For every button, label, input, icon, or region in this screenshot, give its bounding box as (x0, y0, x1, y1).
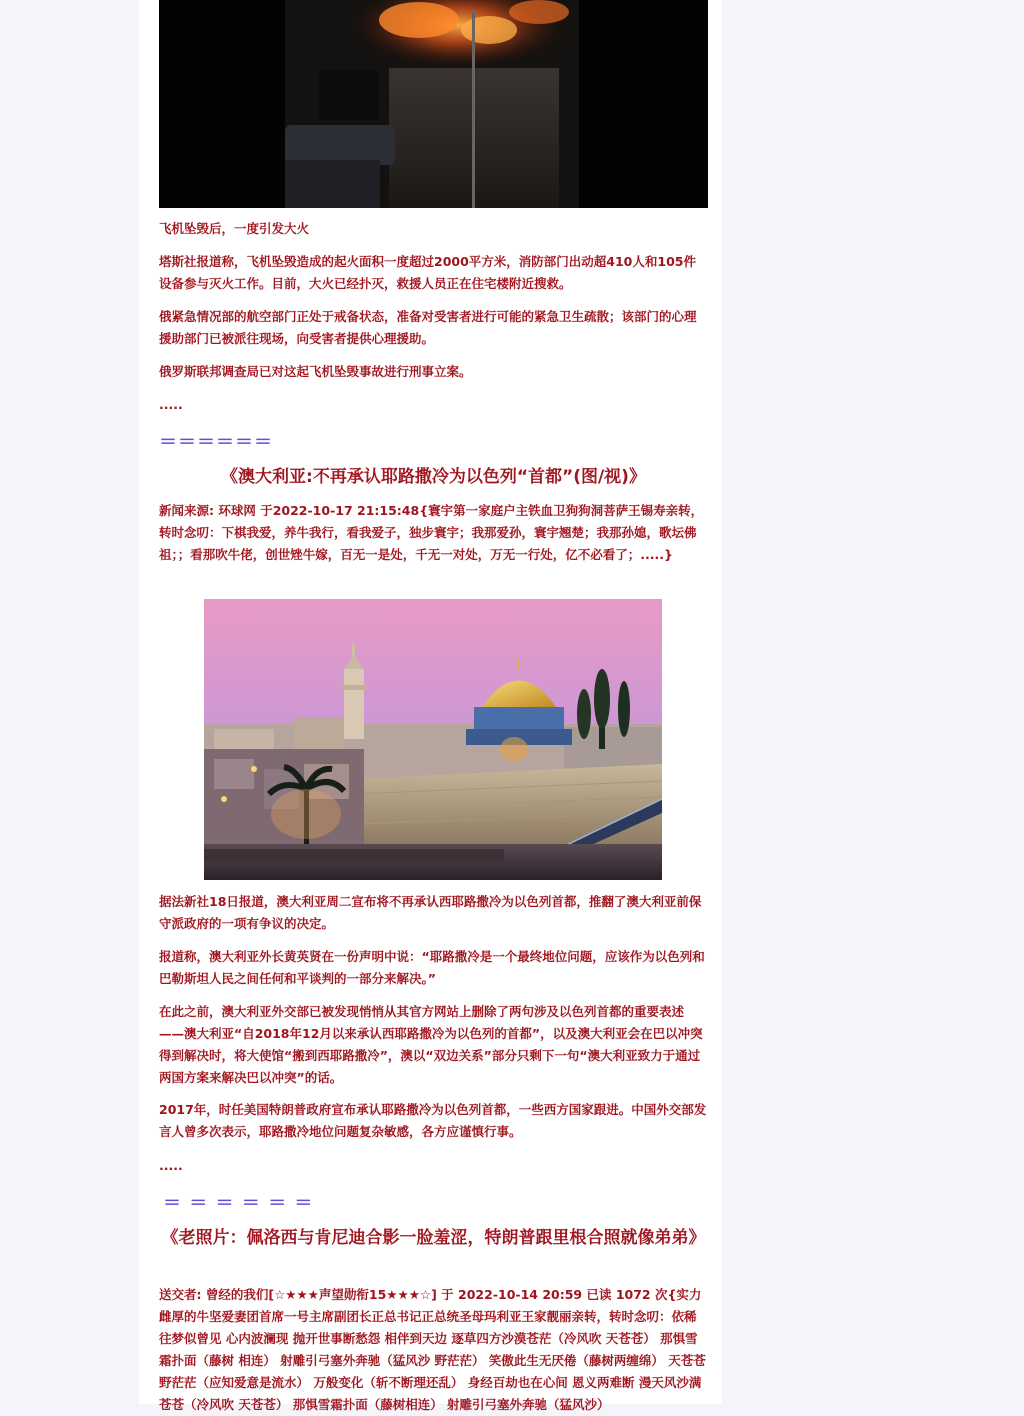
jerusalem-scene-graphic (204, 599, 662, 880)
article-source-line: 送交者: 曾经的我们[☆★★★声望勋衔15★★★☆] 于 2022-10-14 20:59 已读 1072 次{实力雌厚的牛坚爱妻团首席一号主席副团长正总书记正总统圣母玛利亚王家靓丽亲转，转时念叨：依稀往梦似曾见 心内波澜现 抛开世事断愁怨 相伴到天边 逐草四方沙漠苍茫（冷风吹 天苍苍） 那惧雪霜扑面（藤树 相连） 射雕引弓塞外奔驰（猛风沙 野茫茫） 笑傲此生无厌倦（藤树两缠绵） 天苍苍 野茫茫（应知爱意是流水） 万般变化（斩不断理还乱） 身经百劫也在心间 恩义两难断 漫天风沙满苍苍（冷风吹 天苍苍） 那惧雪霜扑面（藤树相连） 射雕引弓塞外奔驰（猛风沙） (159, 1287, 706, 1412)
paragraph: 2017年，时任美国特朗普政府宣布承认耶路撒冷为以色列首都，一些西方国家跟进。中国外交部发言人曾多次表示，耶路撒冷地位问题复杂敏感，各方应谨慎行事。 (159, 1102, 707, 1139)
article-headline: 《老照片：佩洛西与肯尼迪合影一脸羞涩，特朗普跟里根合照就像弟弟》 (161, 1228, 706, 1248)
article-source-line: 新闻来源: 环球网 于2022-10-17 21:15:48{寰宇第一家庭户主铁血卫狗狗洞菩萨王锡寿亲转，转时念叨：下棋我爱，养牛我行，看我爱子，独步寰宇；我那爱孙，寰宇翘楚；我那孙媳，歌坛佛祖；；看那吹牛佬，创世矬牛嫁，百无一是处，千无一对处，万无一行处，亿不必看了；.....} (159, 503, 704, 562)
article-column (139, 0, 722, 1412)
fire-scene-graphic (159, 0, 708, 208)
fire-photo-caption: 飞机坠毁后，一度引发大火 (159, 221, 310, 236)
paragraph: 塔斯社报道称，飞机坠毁造成的起火面积一度超过2000平方米，消防部门出动超410人和105件设备参与灭火工作。目前，大火已经扑灭，救援人员正在住宅楼附近搜救。 (159, 254, 696, 291)
paragraph: 据法新社18日报道，澳大利亚周二宣布将不再承认西耶路撒冷为以色列首都，推翻了澳大利亚前保守派政府的一项有争议的决定。 (159, 894, 702, 931)
article-headline: 《澳大利亚:不再承认耶路撒冷为以色列“首都”(图/视)》 (221, 467, 646, 487)
paragraph: 俄罗斯联邦调查局已对这起飞机坠毁事故进行刑事立案。 (159, 364, 472, 379)
section-divider: ＝ ＝ ＝ ＝ ＝ ＝ (163, 1193, 314, 1214)
paragraph: 报道称，澳大利亚外长黄英贤在一份声明中说：“耶路撒冷是一个最终地位问题，应该作为以色列和巴勒斯坦人民之间任何和平谈判的一部分来解决。” (159, 949, 705, 986)
ellipsis: ..... (159, 1158, 183, 1173)
ellipsis: ..... (159, 397, 183, 412)
plane-crash-fire-photo (159, 0, 708, 208)
paragraph: 俄紧急情况部的航空部门正处于戒备状态，准备对受害者进行可能的紧急卫生疏散；该部门的心理援助部门已被派往现场，向受害者提供心理援助。 (159, 309, 697, 346)
jerusalem-photo (204, 599, 662, 880)
section-divider: ＝＝＝＝＝＝ (159, 432, 273, 453)
paragraph: 在此之前，澳大利亚外交部已被发现悄悄从其官方网站上删除了两句涉及以色列首都的重要表述——澳大利亚“自2018年12月以来承认西耶路撒冷为以色列的首都”，以及澳大利亚会在巴以冲突得到解决时，将大使馆“搬到西耶路撒冷”，澳以“双边关系”部分只剩下一句“澳大利亚致力于通过两国方案来解决巴以冲突”的话。 (159, 1004, 703, 1085)
